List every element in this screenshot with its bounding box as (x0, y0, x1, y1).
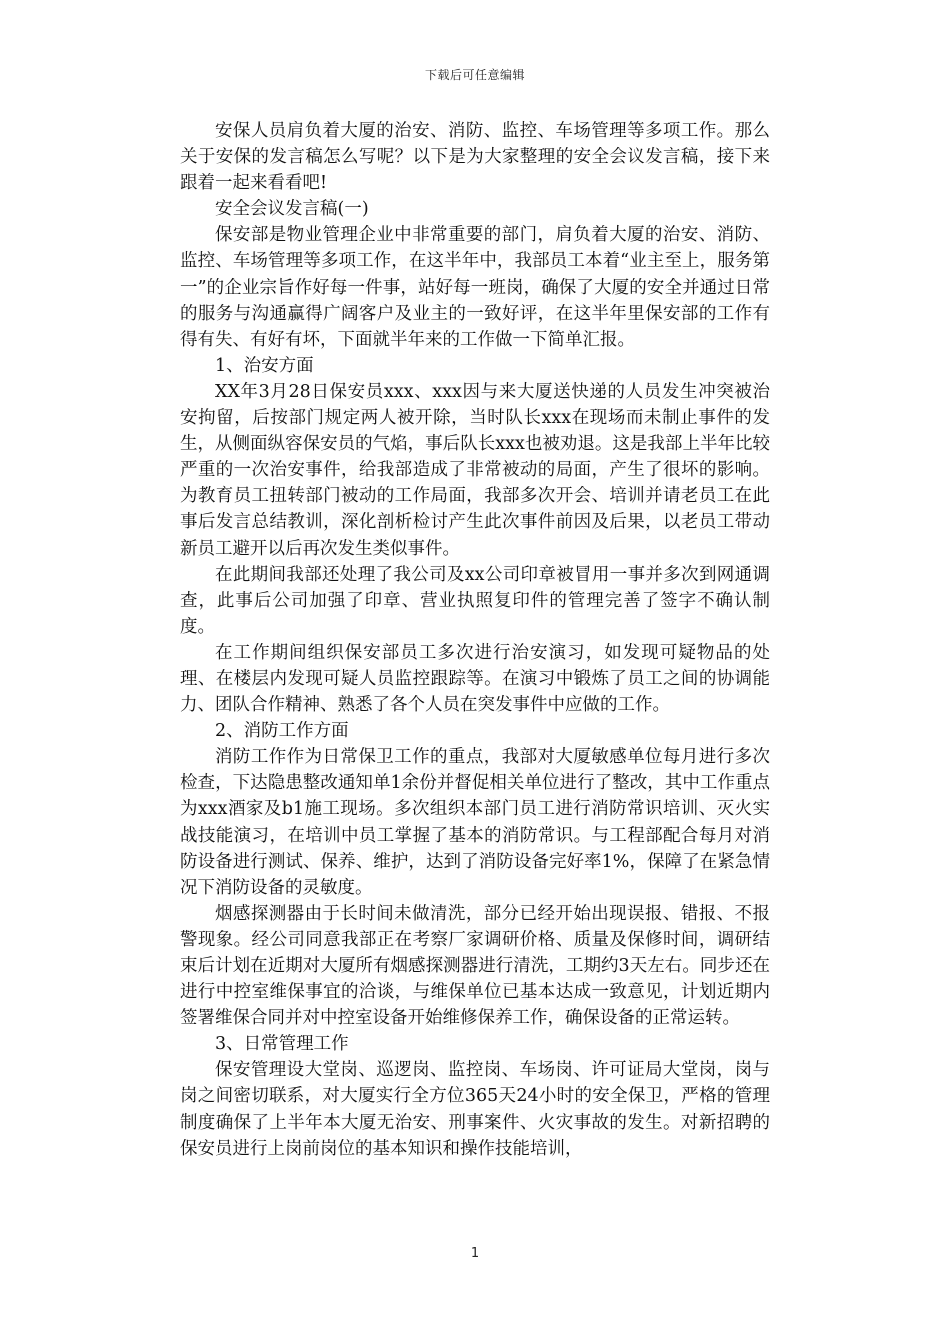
page-number: 1 (470, 1246, 480, 1261)
body-paragraph: 烟感探测器由于长时间未做清洗，部分已经开始出现误报、错报、不报警现象。经公司同意我部正在考察厂家调研价格、质量及保修时间，调研结束后计划在近期对大厦所有烟感探测器进行清洗，工期约3天左右。同步还在进行中控室维保事宜的洽谈，与维保单位已基本达成一致意见，计划近期内签署维保合同并对中控室设备开始维修保养工作，确保设备的正常运转。 (180, 903, 770, 1029)
body-paragraph: 保安管理设大堂岗、巡逻岗、监控岗、车场岗、许可证局大堂岗，岗与岗之间密切联系，对大厦实行全方位365天24小时的安全保卫，严格的管理制度确保了上半年本大厦无治安、刑事案件、火灾事故的发生。对新招聘的保安员进行上岗前岗位的基本知识和操作技能培训， (180, 1060, 770, 1159)
section-heading: 3、日常管理工作 (215, 1034, 349, 1055)
page-header: 下载后可任意编辑 (424, 68, 525, 82)
body-paragraph: XX年3月28日保安员xxx、xxx因与来大厦送快递的人员发生冲突被治安拘留，后按部门规定两人被开除，当时队长xxx在现场而未制止事件的发生，从侧面纵容保安员的气焰，事后队长xxx也被劝退。这是我部上半年比较严重的一次治安事件，给我部造成了非常被动的局面，产生了很坏的影响。为教育员工扭转部门被动的工作局面，我部多次开会、培训并请老员工在此事后发言总结教训，深化剖析检讨产生此次事件前因及后果，以老员工带动新员工避开以后再次发生类似事件。 (180, 381, 770, 559)
body-paragraph: 保安部是物业管理企业中非常重要的部门，肩负着大厦的治安、消防、监控、车场管理等多项工作，在这半年中，我部员工本着“业主至上，服务第一”的企业宗旨作好每一件事，站好每一班岗，确保了大厦的安全并通过日常的服务与沟通赢得广阔客户及业主的一致好评，在这半年里保安部的工作有得有失、有好有坏，下面就半年来的工作做一下简单汇报。 (180, 225, 770, 350)
section-heading: 2、消防工作方面 (215, 721, 349, 742)
intro-paragraph: 安保人员肩负着大厦的治安、消防、监控、车场管理等多项工作。那么关于安保的发言稿怎么写呢？以下是为大家整理的安全会议发言稿，接下来跟着一起来看看吧! (180, 121, 770, 194)
body-paragraph: 在工作期间组织保安部员工多次进行治安演习，如发现可疑物品的处理、在楼层内发现可疑人员监控跟踪等。在演习中锻炼了员工之间的协调能力、团队合作精神、熟悉了各个人员在突发事件中应做的工作。 (180, 642, 770, 716)
document-body (180, 118, 770, 1162)
section-heading: 1、治安方面 (215, 355, 314, 376)
section-title: 安全会议发言稿(一) (215, 199, 369, 220)
body-paragraph: 在此期间我部还处理了我公司及xx公司印章被冒用一事并多次到网通调查，此事后公司加强了印章、营业执照复印件的管理完善了签字不确认制度。 (180, 564, 770, 637)
body-paragraph: 消防工作作为日常保卫工作的重点，我部对大厦敏感单位每月进行多次检查，下达隐患整改通知单1余份并督促相关单位进行了整改，其中工作重点为xxx酒家及b1施工现场。多次组织本部门员工进行消防常识培训、灭火实战技能演习，在培训中员工掌握了基本的消防常识。与工程部配合每月对消防设备进行测试、保养、维护，达到了消防设备完好率1%，保障了在紧急情况下消防设备的灵敏度。 (180, 747, 770, 898)
